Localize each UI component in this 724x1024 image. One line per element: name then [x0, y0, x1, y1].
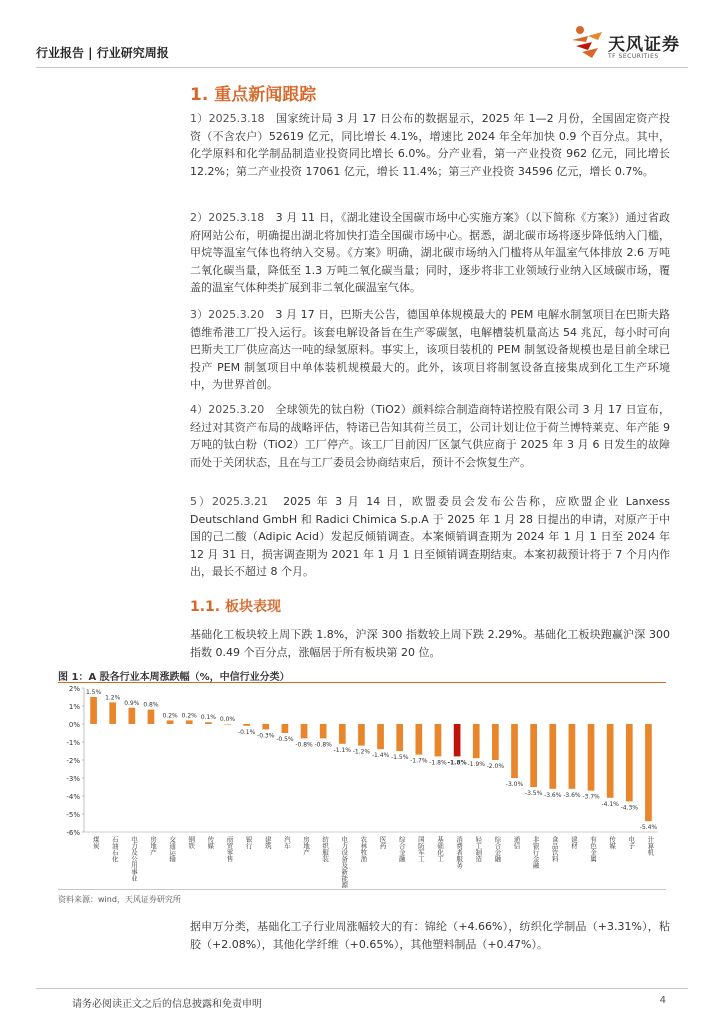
section-heading-sector: 1.1. 板块表现: [190, 599, 281, 615]
data-label: -4.1%: [601, 800, 619, 808]
category-label: 纺织服装: [321, 836, 330, 862]
data-label: -0.5%: [276, 736, 294, 743]
sector-summary: 基础化工板块较上周下跌 1.8%，沪深 300 指数较上周下跌 2.29%。基础化工板块跑赢沪深 300 指数 0.49 个百分点，涨幅居于所有板块第 20 位。: [190, 628, 670, 659]
x-tick-label: [551, 835, 559, 864]
x-tick-label: [608, 835, 616, 851]
bar: [301, 724, 308, 738]
category-label: 基础化工: [435, 836, 444, 862]
data-label: -1.4%: [371, 752, 390, 760]
x-tick-label: [283, 835, 291, 851]
data-label: -4.3%: [620, 804, 639, 812]
data-label: -3.6%: [544, 791, 562, 799]
category-label: 通信: [512, 836, 521, 849]
y-tick-label: -4%: [66, 793, 80, 801]
data-label: -1.1%: [333, 746, 352, 754]
x-tick-label: [436, 835, 444, 863]
x-tick-label: [149, 835, 157, 857]
bar-chart: [58, 682, 666, 888]
category-label: 有色金属: [589, 836, 598, 862]
bar: [377, 724, 384, 749]
x-tick-label: [321, 835, 329, 864]
x-tick-label: [532, 835, 540, 870]
category-label: 房地产: [148, 836, 157, 856]
x-tick-label: [417, 835, 425, 863]
category-label: 医药: [378, 836, 387, 849]
category-label: 石油石化: [110, 836, 119, 862]
category-label: 计算机: [646, 836, 655, 856]
category-label: 建材: [569, 836, 578, 849]
bar: [473, 724, 480, 758]
y-tick-label: -1%: [66, 739, 80, 747]
header-divider: [36, 67, 688, 68]
data-label: -0.8%: [314, 741, 332, 749]
bar: [148, 710, 155, 724]
bar: [454, 724, 461, 756]
bar: [243, 724, 250, 726]
news-item: 4）2025.3.20 全球领先的钛白粉（TiO2）颜料综合制造商特诺控股有限公司 3 月 17 日宣布，经过对其资产布局的战略评估，特诺已告知其荷兰员工，公司计划让位于荷兰博特莱克、年产能 9 万吨的钛白粉（TiO2）工厂停产。该工厂目前因厂区氯气供应商于 2025 年 3 月 6 日发生的故障而处于关闭状态，且在与工厂委员会协商结束后，预计不会恢复生产。: [190, 403, 671, 469]
data-label: 0.2%: [181, 712, 197, 720]
data-label: -1.7%: [410, 757, 428, 765]
data-label: -3.6%: [563, 791, 581, 799]
bar: [607, 724, 614, 798]
bar: [415, 724, 422, 755]
category-label: 钢铁: [187, 836, 196, 849]
logo-icon: [568, 22, 606, 62]
data-label: -3.5%: [524, 790, 543, 797]
y-tick-label: -5%: [66, 811, 80, 819]
bar: [167, 720, 174, 724]
x-tick-label: [570, 835, 578, 851]
bar: [262, 724, 269, 729]
x-tick-label: [340, 835, 348, 888]
data-label: 0.9%: [124, 699, 140, 707]
category-label: 建筑: [263, 836, 272, 849]
x-tick-label: [111, 836, 119, 864]
bar: [186, 720, 193, 724]
category-label: 煤炭: [91, 836, 100, 849]
footer-disclaimer: 请务必阅读正文之后的信息披露和免责申明: [72, 999, 262, 1010]
bar: [320, 724, 327, 738]
data-label: -1.5%: [390, 754, 409, 761]
y-tick-label: 0%: [68, 721, 80, 729]
bar: [109, 702, 116, 724]
news-item: 2）2025.3.18 3 月 11 日，《湖北建设全国碳市场中心实施方案》（以下简称《方案》）通过省政府网站公布，明确提出湖北将加快打造全国碳市场中心。据悉，湖北碳市场将逐步降低纳入门槛，甲烷等温室气体也将纳入交易。《方案》明确，湖北碳市场纳入门槛将从年温室气体排放 2.6 万吨二氧化碳当量，降低至 1.3 万吨二氧化碳当量；同时，逐步将非工业领域行业纳入区域碳市场，覆盖的温室气体种类扩展到非二氧化碳温室气体。: [190, 211, 671, 294]
category-label: 农林牧渔: [359, 836, 368, 862]
bar: [224, 724, 231, 725]
bar: [588, 724, 595, 791]
company-logo: [568, 22, 688, 66]
page-number: 4: [659, 995, 666, 1006]
news-item: 1）2025.3.18 国家统计局 3 月 17 日公布的数据显示，2025 年 1—2 月份，全国固定资产投资（不含农户）52619 亿元，同比增长 4.1%，增速比 2024 年全年加快 0.9 个百分点。其中，化学原料和化学制品制造业投资同比增长 6.0%。分产业看，第一产业投资 962 亿元，同比增长 12.2%；第二产业投资 17061 亿元，增长 11.4%；第三产业投资 34596 亿元，增长 0.7%。: [190, 112, 671, 178]
data-label: -1.8%: [447, 759, 467, 767]
data-label: -2.0%: [486, 763, 505, 770]
x-tick-label: [206, 835, 214, 851]
category-label: 食品饮料: [550, 836, 559, 862]
category-label: 轻工制造: [474, 836, 483, 862]
data-label: 0.8%: [143, 701, 159, 709]
data-label: -1.8%: [429, 759, 447, 767]
figure-source: 资料来源：wind，天风证券研究所: [58, 895, 181, 904]
logo-sub: TF SECURITIES: [608, 53, 659, 60]
data-label: 0.1%: [200, 714, 216, 722]
data-label: 1.2%: [105, 694, 121, 702]
bar: [569, 724, 576, 789]
report-header: 行业报告 | 行业研究周报: [36, 46, 169, 60]
data-label: -1.2%: [352, 748, 371, 756]
data-label: -3.7%: [582, 793, 600, 801]
bar: [626, 724, 633, 801]
category-label: 传媒: [206, 836, 215, 849]
bar: [358, 724, 365, 746]
y-tick-label: -2%: [66, 757, 80, 765]
category-label: 汽车: [282, 836, 291, 849]
x-tick-label: [646, 835, 654, 857]
data-label: -3.0%: [505, 781, 524, 788]
data-label: -0.3%: [257, 732, 275, 740]
category-label: 电力设备及新能源: [340, 836, 349, 888]
y-tick-label: -3%: [66, 775, 80, 783]
section-heading-news: 1. 重点新闻跟踪: [190, 85, 317, 105]
x-tick-label: [245, 835, 253, 851]
x-tick-label: [92, 835, 100, 851]
x-tick-label: [302, 835, 310, 857]
bar: [492, 724, 499, 760]
footer-divider: [36, 988, 688, 989]
bar: [530, 724, 537, 787]
y-tick-label: 1%: [68, 703, 80, 711]
x-tick-label: [455, 835, 463, 870]
bar: [511, 724, 518, 778]
bar: [396, 724, 403, 751]
x-tick-label: [130, 835, 138, 882]
bar: [282, 724, 289, 733]
bar: [90, 697, 97, 724]
x-tick-label: [226, 835, 234, 864]
figure-bottom-rule: [58, 889, 666, 890]
category-label: 传媒: [608, 836, 617, 849]
data-label: -1.9%: [467, 761, 485, 769]
news-item: 5）2025.3.21 2025 年 3 月 14 日，欧盟委员会发布公告称，应欧盟企业 Lanxess Deutschland GmbH 和 Radici Chimica S.p.A 于 2025 年 1 月 28 日提出的申请，对原产于中国的己二酸（Adipic Acid）发起反倾销调查。本案倾销调查期为 2024 年 1 月 1 日至 2024 年 12 月 31 日，损害调查期为 2021 年 1 月 1 日至倾销调查期结束。本案初裁预计将于 7 个月内作出，最长不超过 8 个月。: [190, 495, 671, 578]
y-tick-label: -6%: [66, 829, 80, 837]
x-tick-label: [187, 835, 195, 851]
bar: [205, 722, 212, 724]
category-label: 电子: [627, 836, 636, 849]
data-label: 1.5%: [85, 689, 102, 696]
category-label: 非银行金融: [531, 836, 540, 869]
category-label: 消费者服务: [455, 836, 464, 869]
bar: [435, 724, 442, 756]
data-label: 0.2%: [162, 712, 178, 720]
bar: [339, 724, 346, 744]
category-label: 国防军工: [416, 836, 425, 862]
figure-title: 图 1：A 股各行业本周涨跌幅（%，中信行业分类）: [58, 672, 290, 683]
subsector-summary: 据申万分类，基础化工子行业周涨幅较大的有：锦纶（+4.66%），纺织化学制品（+3.31%），粘胶（+2.08%），其他化学纤维（+0.65%），其他塑料制品（+0.47%）。: [190, 920, 670, 951]
data-label: 0.0%: [219, 716, 236, 723]
data-label: -0.8%: [295, 741, 313, 749]
x-tick-label: [359, 835, 367, 864]
category-label: 电力及公用事业: [129, 836, 138, 882]
logo-name: 天风证券: [608, 35, 680, 55]
bar: [128, 708, 135, 724]
data-label: -0.1%: [237, 728, 256, 736]
category-label: 综合金融: [397, 836, 406, 862]
x-tick-label: [398, 835, 406, 864]
category-label: 银行: [244, 836, 253, 849]
y-tick-label: 2%: [68, 685, 80, 693]
bar: [645, 724, 652, 821]
category-label: 商贸零售: [225, 836, 234, 862]
data-label: -5.4%: [639, 824, 658, 832]
x-tick-label: [264, 835, 272, 851]
category-label: 房地产: [302, 836, 311, 856]
x-tick-label: [513, 835, 521, 851]
news-item: 3）2025.3.20 3 月 17 日，巴斯夫公告，德国单体规模最大的 PEM 电解水制氢项目在巴斯夫路德维希港工厂投入运行。该套电解设备旨在生产零碳氢，电解槽装机量高达 54 兆瓦，每小时可向巴斯夫工厂供应高达一吨的绿氢原料。事实上，该项目装机的 PEM 制氢设备规模也是目前全球已投产 PEM 制氢项目中单体装机规模最大的。此外，该项目将制氢设备直接集成到化工生产环境中，为世界首创。: [190, 308, 670, 391]
x-tick-label: [379, 836, 387, 850]
x-tick-label: [474, 835, 482, 864]
x-tick-label: [589, 835, 597, 864]
bar: [549, 724, 556, 789]
category-label: 综合金融: [493, 836, 502, 862]
category-label: 交通运输: [168, 836, 177, 862]
x-tick-label: [627, 835, 635, 850]
x-tick-label: [168, 835, 176, 864]
x-tick-label: [493, 835, 501, 864]
